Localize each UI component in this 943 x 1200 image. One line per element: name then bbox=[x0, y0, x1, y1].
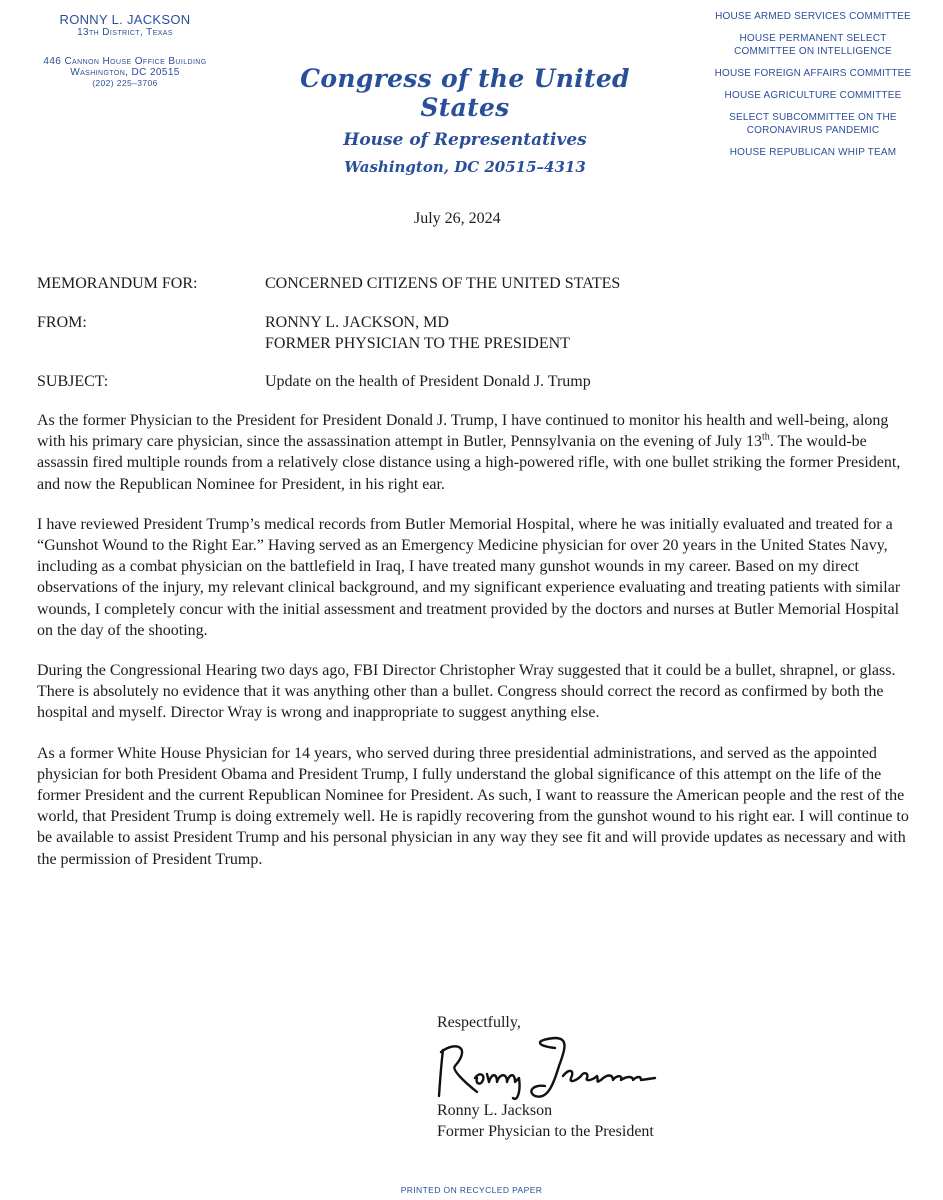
signatory-name: Ronny L. Jackson bbox=[437, 1102, 553, 1119]
member-info bbox=[30, 12, 220, 89]
committee-item: HOUSE ARMED SERVICES COMMITTEE bbox=[715, 11, 911, 22]
member-district: 13th District, Texas bbox=[77, 27, 173, 38]
letter-date: July 26, 2024 bbox=[414, 210, 501, 227]
office-phone: (202) 225–3706 bbox=[92, 78, 158, 88]
memo-from-title: FORMER PHYSICIAN TO THE PRESIDENT bbox=[265, 335, 570, 352]
handwritten-signature bbox=[437, 1036, 667, 1108]
memo-from-name: RONNY L. JACKSON, MD bbox=[265, 314, 449, 331]
body-paragraph: As the former Physician to the President for President Donald J. Trump, I have continued to monitor his health and well-being, along with his primary care physician, since the assassination attempt in Butler, Pennsylvania on the evening of July 13th. The would-be assassin fired multiple rounds from a relatively close distance using a high-powered rifle, with one bullet striking the former President, and now the Republican Nominee for President, in his right ear. bbox=[37, 412, 901, 493]
signature-block bbox=[437, 1012, 654, 1140]
memo-subject-label: SUBJECT: bbox=[37, 373, 109, 390]
committee-item: HOUSE AGRICULTURE COMMITTEE bbox=[724, 90, 902, 101]
office-address-2: Washington, DC 20515 bbox=[70, 67, 180, 78]
memo-to-value: CONCERNED CITIZENS OF THE UNITED STATES bbox=[265, 275, 621, 292]
memo-body bbox=[37, 410, 917, 889]
committee-item: HOUSE REPUBLICAN WHIP TEAM bbox=[729, 147, 897, 158]
committee-item: HOUSE PERMANENT SELECT COMMITTEE ON INTELLIGENCE bbox=[734, 33, 892, 57]
signatory-title: Former Physician to the President bbox=[437, 1123, 654, 1140]
memo-to-label: MEMORANDUM FOR: bbox=[37, 275, 198, 292]
memo-subject-value: Update on the health of President Donald J. Trump bbox=[265, 373, 591, 390]
letterhead-address: Washington, DC 20515–4313 bbox=[344, 158, 586, 176]
letterhead-house: House of Representatives bbox=[343, 130, 587, 150]
body-paragraph: As a former White House Physician for 14 years, who served during three presidential administrations, and served as the appointed physician for both President Obama and President Trump, I fully understand the global significance of this attempt on the life of the former President and the current Republican Nominee for President. As such, I want to reassure the American people and the rest of the world, that President Trump is doing extremely well. He is rapidly recovering from the gunshot wound to his right ear. I will continue to be available to assist President Trump and his personal physician in any way they see fit and will provide updates as necessary and with the permission of President Trump. bbox=[37, 744, 909, 868]
office-address-1: 446 Cannon House Office Building bbox=[43, 56, 207, 67]
congress-letterhead bbox=[270, 64, 660, 176]
committee-item: SELECT SUBCOMMITTEE ON THE CORONAVIRUS PANDEMIC bbox=[729, 112, 897, 136]
member-name: RONNY L. JACKSON bbox=[59, 12, 191, 27]
memo-from-label: FROM: bbox=[37, 314, 87, 331]
recycled-paper-note: PRINTED ON RECYCLED PAPER bbox=[400, 1185, 543, 1195]
letterhead-congress: Congress of the United States bbox=[300, 64, 630, 122]
committee-item: HOUSE FOREIGN AFFAIRS COMMITTEE bbox=[714, 68, 912, 79]
committee-list bbox=[708, 10, 918, 168]
body-paragraph: During the Congressional Hearing two days ago, FBI Director Christopher Wray suggested that it could be a bullet, shrapnel, or glass. There is absolutely no evidence that it was anything other than a bullet. Congress should correct the record as confirmed by both the hospital and myself. Director Wray is wrong and inappropriate to suggest anything else. bbox=[37, 662, 896, 722]
salutation: Respectfully, bbox=[437, 1014, 521, 1031]
body-paragraph: I have reviewed President Trump’s medical records from Butler Memorial Hospital, where he was initially evaluated and treated for a “Gunshot Wound to the Right Ear.” Having served as an Emergency Medicine physician for over 20 years in the United States Navy, including as a combat physician on the battlefield in Iraq, I have treated many gunshot wounds in my career. Based on my direct observations of the injury, my relevant clinical background, and my significant experience evaluating and treating patients with similar wounds, I completely concur with the initial assessment and treatment provided by the doctors and nurses at Butler Memorial Hospital on the day of the shooting. bbox=[37, 515, 901, 639]
